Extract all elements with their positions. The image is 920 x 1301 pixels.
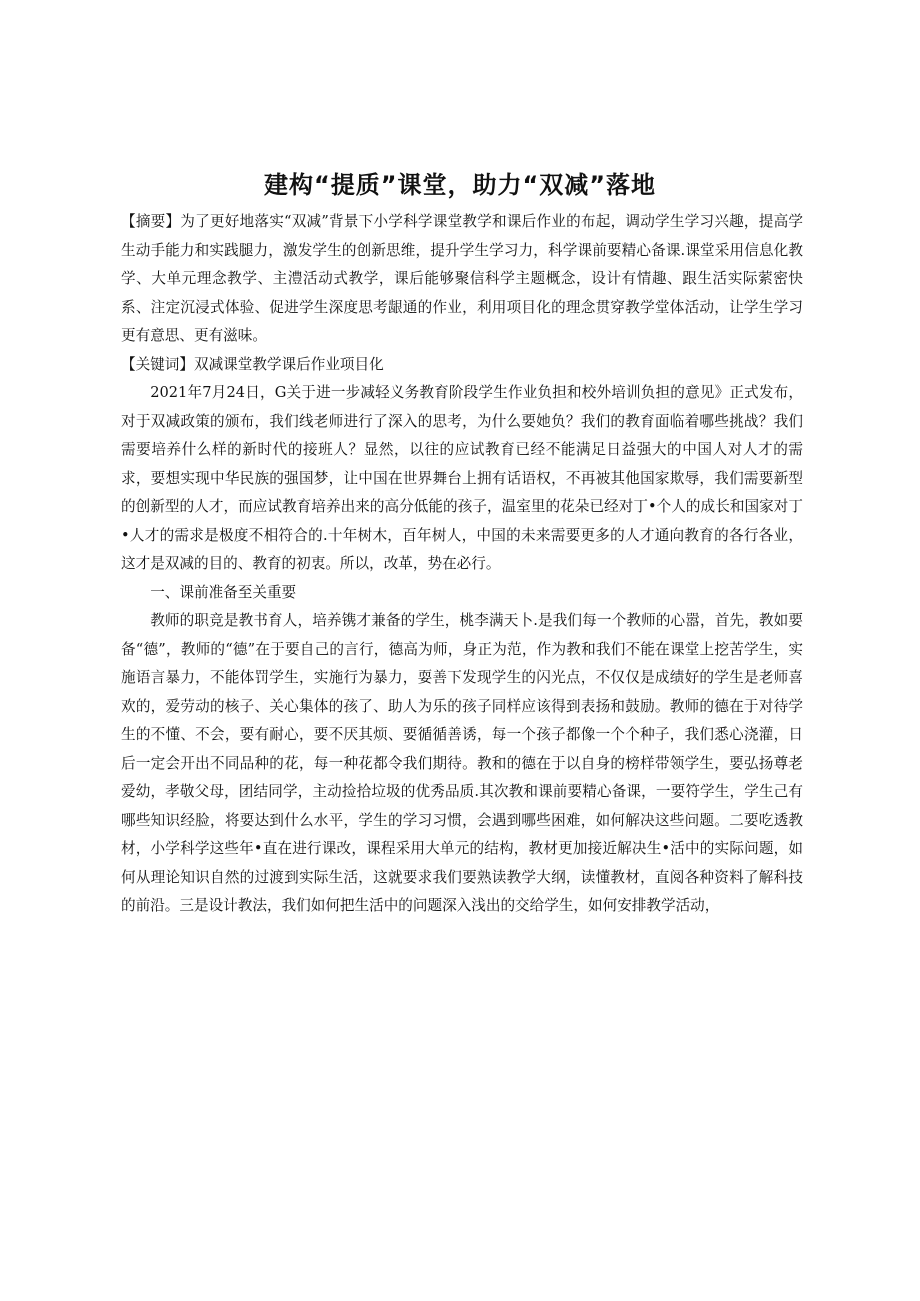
body-paragraph-2: 教师的职竞是教书育人，培养镌才兼备的学生，桃李满天卜.是我们每一个教师的心嚣，首先，教如要备“德”，教师的“德”在于要自己的言行，德高为师，身正为范，作为教和我们不能在课堂上挖苦学生，实施语言暴力，不能体罚学生，实施行为暴力，耍善下发现学生的闪光点，不仅仅是成绩好的学生是老师喜欢的，爱劳动的核子、关心集体的孩了、助人为乐的孩子同样应该得到表扬和鼓励。教师的德在于对待学生的不懂、不会，要有耐心，要不厌其烦、要循循善诱，每一个孩子都像一个个种子，我们悉心浇灌，日后一定会开出不同品种的花，每一种花都令我们期待。教和的德在于以自身的榜样带领学生，要弘扬尊老爱幼，孝敬父母，团结同学，主动捡拾垃圾的优秀品质.其次教和课前要精心备课，一要符学生，学生己有哪些知识经脸，将要达到什么水平，学生的学习习惯，会遇到哪些困难，如何解决这些问题。二要吃透教材，小学科学这些年•直在进行课改，课程采用大单元的结构，教材更加接近解决生•活中的实际问题，如何从理论知识自然的过渡到实际生活，这就要求我们要熟读教学大纲，读懂教材，直阅各种资料了解科技的前沿。三是设计教法，我们如何把生活中的问题深入浅出的交给学生，如何安排教学活动，: [121, 612, 803, 914]
keywords-paragraph: [121, 351, 803, 380]
section-heading-1: 一、课前准备至关重要: [150, 583, 297, 601]
document-body: [121, 208, 803, 921]
body-paragraph-1: 2021年7月24日，G关于进一步减轻义务教育阶段学生作业负担和校外培训负担的意见》正式发布，对于双减政策的颁布，我们线老师进行了深入的思考，为什么要她负？我们的教育面临着哪些挑战？我们需要培养什么样的新时代的接班人？显然，以往的应试教育已经不能满足日益强大的中国人对人才的需求，要想实现中华民族的强国梦，让中国在世界舞台上拥有话语权，不再被其他国家欺辱，我们需要新型的创新型的人才，而应试教育培养出来的高分低能的孩子，温室里的花朵已经对丁•个人的成长和国家对丁•人才的需求是极度不相符合的.十年树木，百年树人，中国的未来需要更多的人才通向教育的各行各业，这才是双减的目的、教育的初衷。所以，改革，势在必行。: [121, 384, 803, 572]
keywords-label: 【关键词】: [121, 355, 194, 373]
keywords-text: 双减课堂教学课后作业项目化: [193, 355, 384, 373]
document-title: 建构“提质”课堂，助力“双减”落地: [263, 171, 657, 199]
abstract-label: 【摘要】: [121, 213, 181, 230]
abstract-paragraph: [121, 208, 803, 351]
abstract-text: 为了更好地落实“双减”背景下小学科学课堂教学和课后作业的布起，调动学生学习兴趣，提高学生动手能力和实践腿力，激发学生的创新思维，提升学生学习力，科学课前要精心备课.课堂采用信息化教学、大单元理念教学、主澧活动式教学，课后能够聚信科学主题概念，设计有情趣、跟生活实际萦密快系、注定沉浸式体验、促进学生深度思考龈通的作业，利用项目化的理念贯穿教学堂体活动，让学生学习更有意思、更有滋味。: [121, 213, 803, 344]
